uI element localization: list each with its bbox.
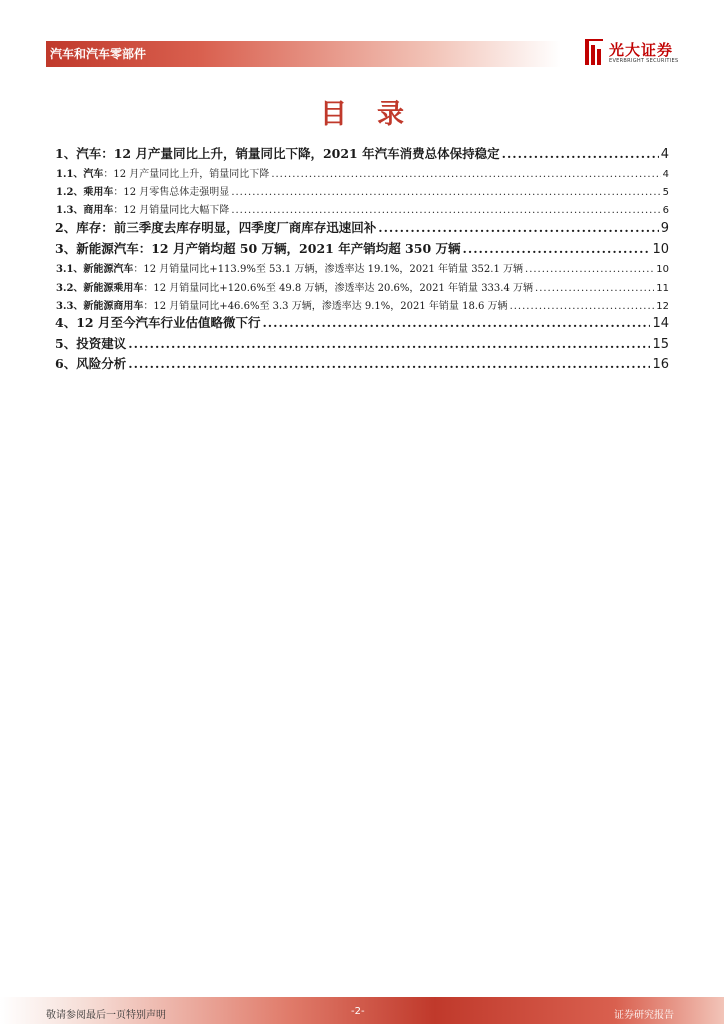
header-section-title: 汽车和汽车零部件	[50, 47, 147, 61]
toc-entry-label: 风险分析	[76, 356, 127, 371]
everbright-logo	[583, 39, 703, 69]
toc-entry-number: 1.1、	[56, 169, 84, 180]
toc-entry-label: 汽车：12 月产量同比上升，销量同比下降，2021 年汽车消费总体保持稳定	[76, 146, 500, 161]
toc-entry-number: 3.3、	[56, 301, 84, 312]
toc-entry-label: ：12 月销量同比+46.6%至 3.3 万辆，渗透率达 9.1%，2021 年销量 18.6 万辆	[143, 301, 508, 312]
toc-entry-page: 10	[656, 264, 669, 275]
toc-entry-label: 新能源汽车：12 月产销均超 50 万辆，2021 年产销均超 350 万辆	[76, 241, 461, 256]
toc-entry-page: 15	[652, 337, 669, 352]
toc-entry-6[interactable]	[55, 354, 669, 372]
toc-entry-head: 商用车	[83, 205, 114, 216]
toc-entry-page: 4	[660, 147, 669, 162]
toc-entry-page: 5	[662, 187, 669, 198]
toc-entry-page: 16	[652, 357, 669, 372]
toc-leader-dots	[502, 146, 659, 161]
toc-entry-label: ：12 月销量同比大幅下降	[113, 205, 230, 216]
toc-entry-page: 10	[652, 242, 669, 257]
toc-entry-page: 4	[662, 169, 669, 180]
toc-leader-dots	[525, 264, 654, 275]
toc-entry-label: ：12 月零售总体走强明显	[113, 187, 230, 198]
footer-page-number: -2-	[351, 1006, 365, 1017]
toc-leader-dots	[378, 220, 659, 235]
toc-entry-head: 新能源汽车	[83, 264, 134, 275]
toc-entry-head: 乘用车	[83, 187, 114, 198]
toc-entry-number: 1、	[55, 146, 77, 161]
toc-entry-number: 6、	[55, 356, 77, 371]
toc-entry-page: 12	[656, 301, 669, 312]
toc-entry-3-3[interactable]	[55, 297, 669, 312]
logo-chinese-name: 光大证券	[609, 41, 674, 59]
toc-entry-3[interactable]	[55, 239, 669, 257]
toc-leader-dots	[231, 187, 660, 198]
toc-entry-number: 1.2、	[56, 187, 84, 198]
toc-entry-4[interactable]	[55, 313, 669, 331]
toc-entry-page: 11	[656, 283, 669, 294]
toc-entry-number: 3、	[55, 241, 77, 256]
toc-entry-label: ：12 月销量同比+120.6%至 49.8 万辆，渗透率达 20.6%，2021 年销量 333.4 万辆	[143, 283, 534, 294]
toc-entry-number: 4、	[55, 315, 77, 330]
toc-entry-2[interactable]	[55, 218, 669, 236]
logo-english-name: EVERBRIGHT SECURITIES	[609, 58, 679, 64]
toc-entry-number: 5、	[55, 336, 77, 351]
toc-entry-number: 3.1、	[56, 264, 84, 275]
toc-entry-number: 2、	[55, 220, 77, 235]
toc-entry-head: 新能源商用车	[83, 301, 144, 312]
footer-disclaimer: 敬请参阅最后一页特别声明	[46, 1010, 166, 1021]
toc-entry-head: 新能源乘用车	[83, 283, 144, 294]
toc-entry-3-1[interactable]	[55, 260, 669, 275]
toc-entry-1[interactable]	[55, 144, 669, 162]
footer-report-type: 证券研究报告	[614, 1010, 674, 1021]
toc-entry-1-3[interactable]	[55, 201, 669, 216]
toc-entry-page: 6	[662, 205, 669, 216]
everbright-logo-icon	[583, 39, 605, 67]
toc-entry-number: 3.2、	[56, 283, 84, 294]
toc-entry-1-1[interactable]	[55, 165, 669, 180]
toc-entry-3-2[interactable]	[55, 279, 669, 294]
toc-entry-5[interactable]	[55, 334, 669, 352]
toc-leader-dots	[271, 169, 660, 180]
toc-leader-dots	[535, 283, 654, 294]
toc-entry-label: ：12 月产量同比上升，销量同比下降	[103, 169, 270, 180]
toc-entry-head: 汽车	[83, 169, 104, 180]
toc-entry-label: ：12 月销量同比+113.9%至 53.1 万辆，渗透率达 19.1%，2021 年销量 352.1 万辆	[133, 264, 524, 275]
toc-entry-label: 12 月至今汽车行业估值略微下行	[76, 315, 261, 330]
toc-leader-dots	[128, 336, 650, 351]
toc-entry-page: 14	[652, 316, 669, 331]
toc-entry-number: 1.3、	[56, 205, 84, 216]
toc-leader-dots	[128, 356, 650, 371]
toc-leader-dots	[510, 301, 655, 312]
toc-leader-dots	[231, 205, 660, 216]
toc-title: 目录	[320, 99, 434, 130]
toc-entry-label: 投资建议	[76, 336, 127, 351]
toc-entry-1-2[interactable]	[55, 183, 669, 198]
toc-entry-page: 9	[660, 221, 669, 236]
toc-entry-label: 库存：前三季度去库存明显，四季度厂商库存迅速回补	[76, 220, 377, 235]
toc-leader-dots	[262, 315, 650, 330]
toc-leader-dots	[463, 241, 651, 256]
